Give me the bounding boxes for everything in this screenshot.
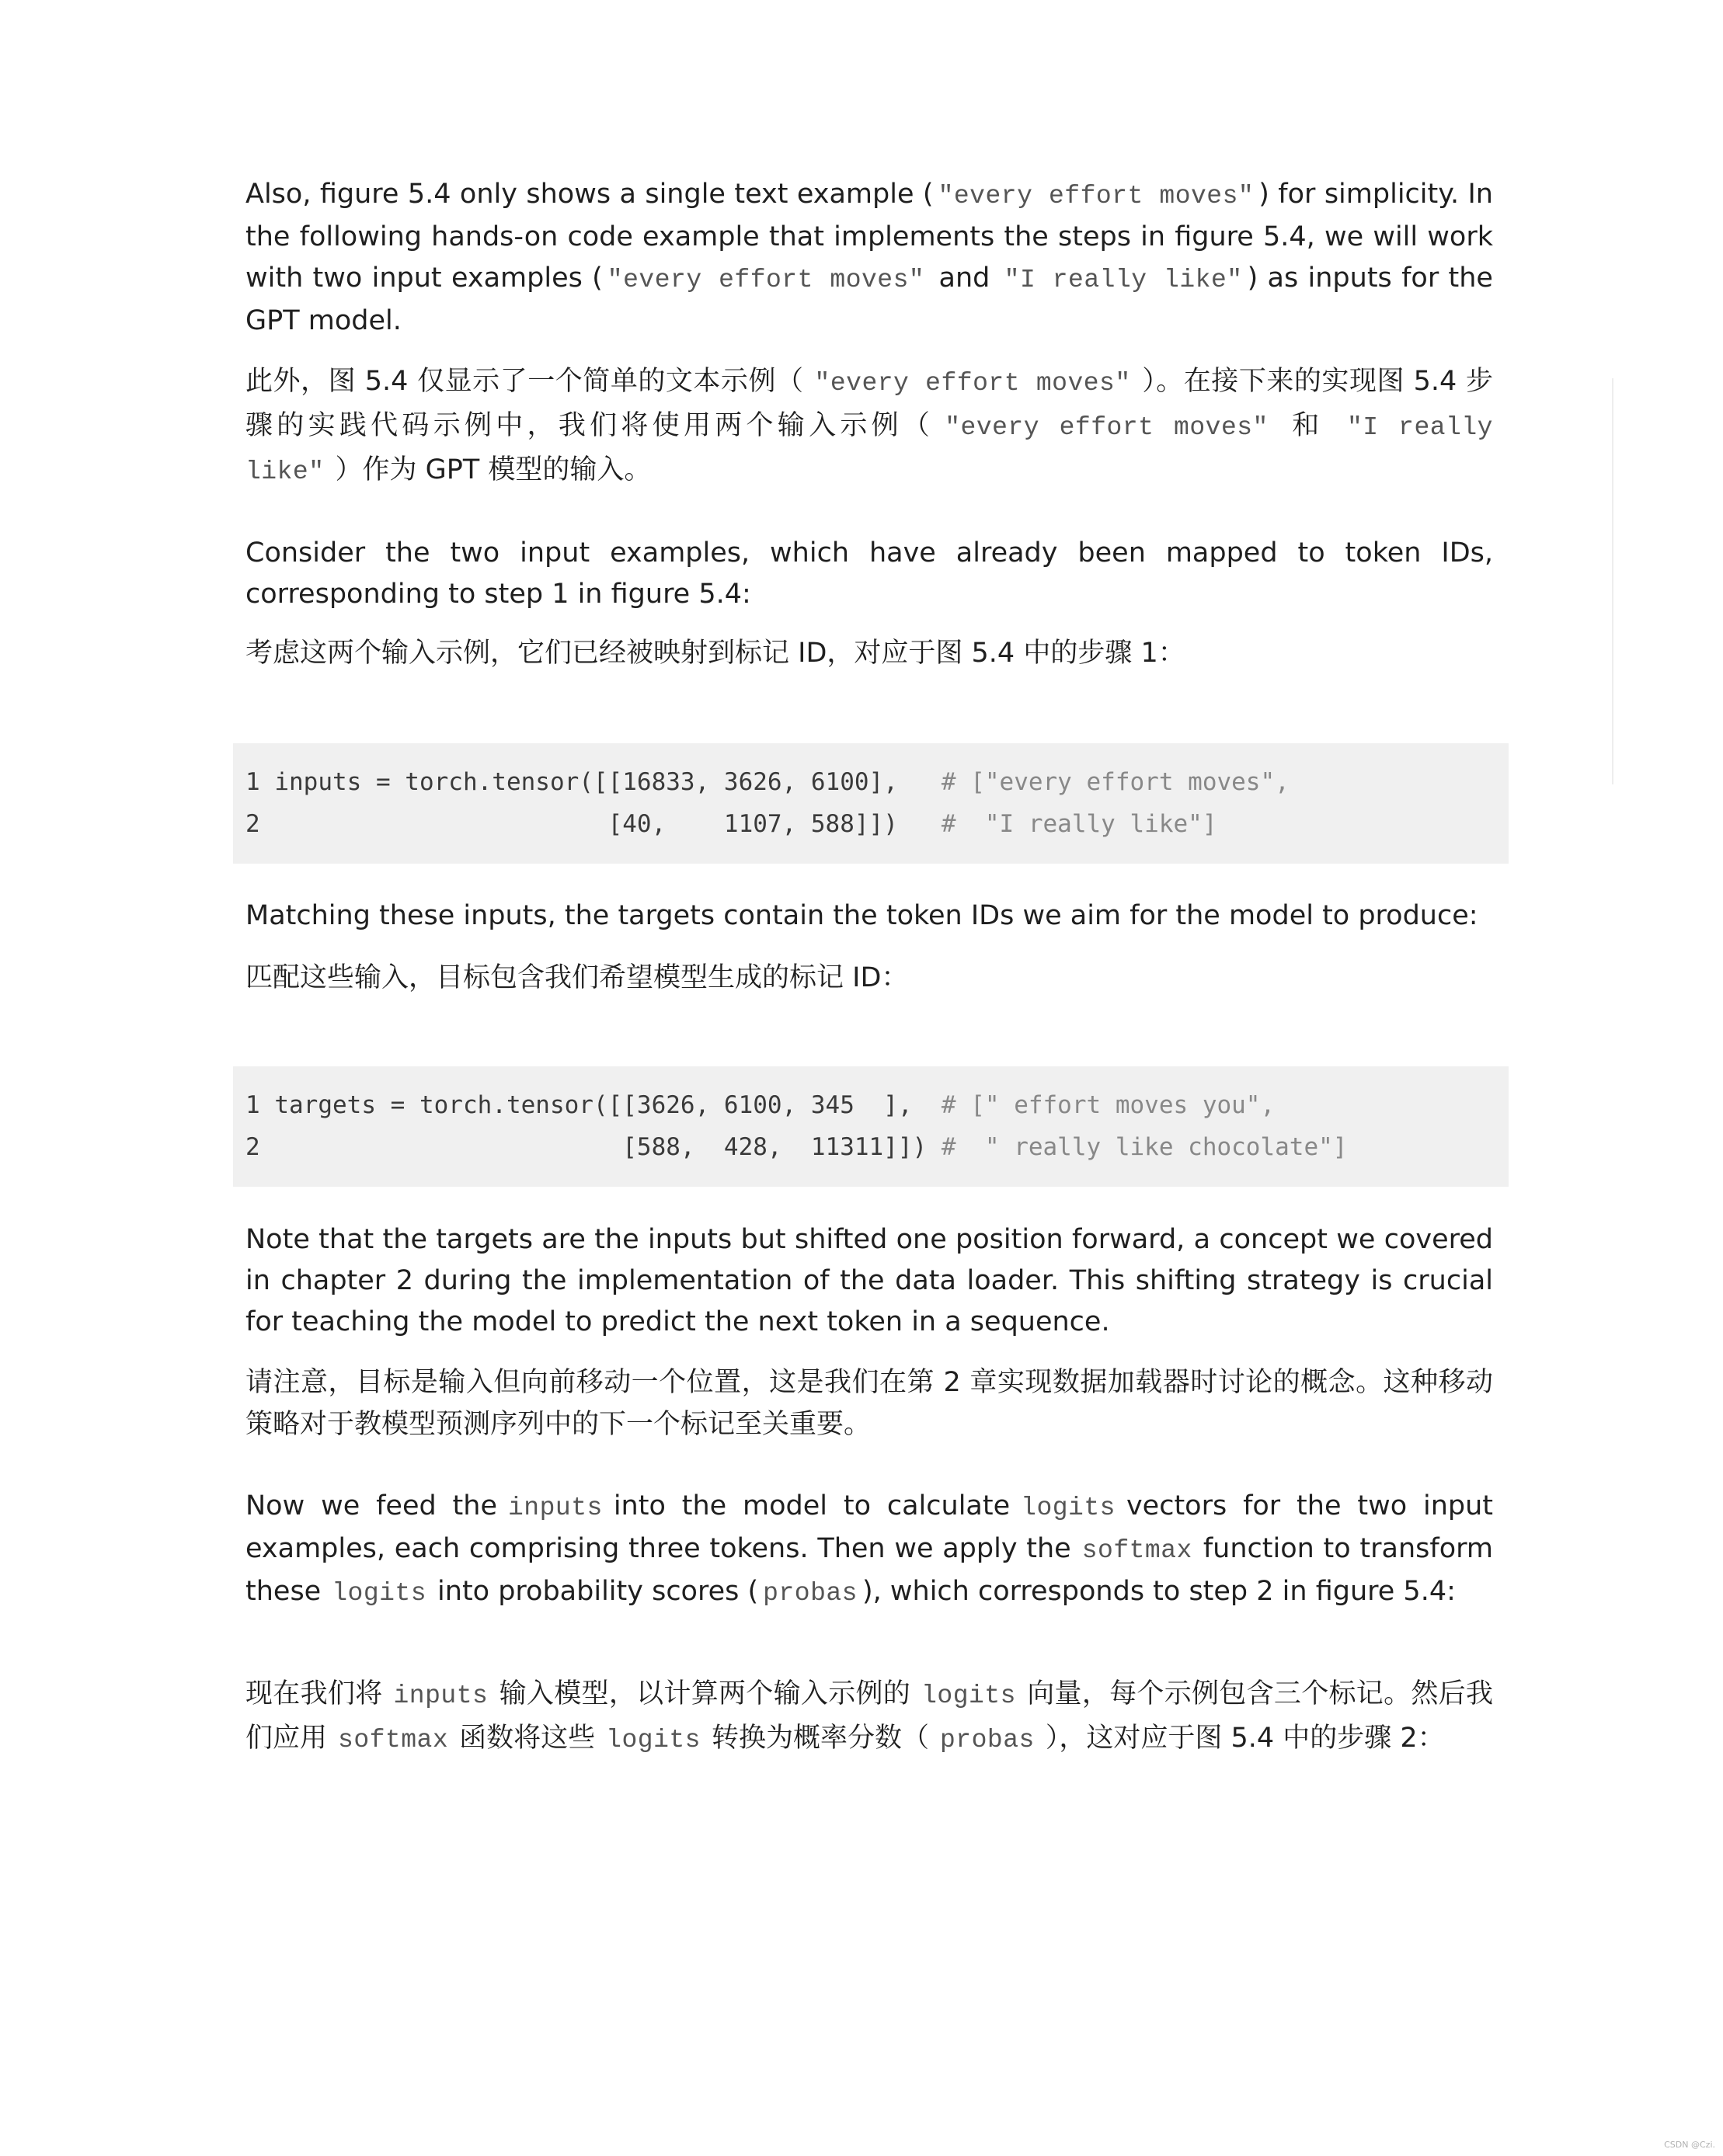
text: 输入模型，以计算两个输入示例的 — [499, 1678, 911, 1709]
inline-code: logits — [1021, 1494, 1116, 1522]
text: ）作为 GPT 模型的输入。 — [335, 454, 652, 485]
watermark: CSDN @Czi. — [1664, 2140, 1715, 2150]
text: into the model to calculate — [613, 1490, 1011, 1521]
inline-code: probas — [763, 1579, 858, 1608]
inline-code: "every effort moves" — [814, 369, 1131, 398]
paragraph-note: Note that the targets are the inputs but shifted one position forward, a concept we covered in chapter 2 during the implementation of the data loader. This shifting strategy is crucial for teaching the model to predict the next token in a sequence. — [245, 1224, 1493, 1337]
line-number: 2 — [245, 810, 260, 838]
code-line — [245, 803, 1509, 845]
inline-code: "every effort moves" — [945, 413, 1269, 442]
paragraph-note-zh: 请注意，目标是输入但向前移动一个位置，这是我们在第 2 章实现数据加载器时讨论的概念。这种移动策略对于教模型预测序列中的下一个标记至关重要。 — [245, 1367, 1493, 1440]
text: 转换为概率分数（ — [711, 1723, 929, 1754]
code-text: inputs = torch.tensor([[16833, 3626, 6100], — [259, 768, 942, 796]
inline-code: softmax — [1081, 1536, 1192, 1565]
code-block-targets — [233, 1066, 1509, 1187]
paragraph-intro — [245, 174, 1493, 342]
paragraph-feed-zh — [245, 1673, 1493, 1761]
inline-code: "I really like" — [245, 413, 1493, 486]
text: 向量，每个示例包含三个标记。然后我们应用 — [245, 1678, 1493, 1754]
code-comment: # " really like chocolate"] — [941, 1133, 1348, 1161]
inline-code: softmax — [338, 1726, 449, 1754]
text: 函数将这些 — [459, 1723, 596, 1754]
text: 此外，图 5.4 仅显示了一个简单的文本示例（ — [245, 366, 804, 397]
text: function to transform these — [245, 1533, 1493, 1607]
inline-code: inputs — [393, 1681, 489, 1710]
inline-code: "every effort moves" — [938, 182, 1255, 210]
inline-code: "I really like" — [1004, 266, 1243, 294]
inline-code: logits — [921, 1681, 1016, 1710]
text: ）。在接下来的实现图 5.4 步骤的实践代码示例中，我们将使用两个输入示例（ — [245, 366, 1493, 441]
line-number: 1 — [245, 768, 260, 796]
code-comment: # ["every effort moves", — [941, 768, 1290, 796]
code-block-inputs — [233, 743, 1509, 864]
code-comment: # "I really like"] — [941, 810, 1217, 838]
text: 和 — [1279, 410, 1336, 441]
inline-code: inputs — [508, 1494, 603, 1522]
line-number: 2 — [245, 1133, 260, 1161]
code-line — [245, 761, 1509, 803]
paragraph-intro-zh — [245, 360, 1493, 493]
code-text: targets = torch.tensor([[3626, 6100, 345 ], — [259, 1091, 942, 1119]
paragraph-consider: Consider the two input examples, which have already been mapped to token IDs, corresponding to step 1 in figure 5.4: — [245, 537, 1493, 610]
text: ), which corresponds to step 2 in figure 5.4: — [862, 1576, 1456, 1607]
paragraph-feed — [245, 1486, 1493, 1614]
inline-code: "every effort moves" — [607, 266, 925, 294]
text: 现在我们将 — [245, 1678, 383, 1709]
paragraph-consider-zh: 考虑这两个输入示例，它们已经被映射到标记 ID，对应于图 5.4 中的步骤 1： — [245, 638, 1185, 669]
inline-code: logits — [606, 1726, 701, 1754]
text: and — [929, 263, 1000, 294]
code-line — [245, 1126, 1509, 1168]
code-text: [588, 428, 11311]]) — [259, 1133, 942, 1161]
line-number: 1 — [245, 1091, 260, 1119]
text: ），这对应于图 5.4 中的步骤 2： — [1045, 1723, 1445, 1754]
text: ) as inputs for the GPT model. — [245, 263, 1493, 336]
code-line — [245, 1084, 1509, 1126]
side-divider — [1612, 378, 1613, 784]
text: ) for simplicity. In the following hands-on code example that implements the steps in figure 5.4, we will work with two input examples ( — [245, 179, 1493, 294]
code-comment: # [" effort moves you", — [941, 1091, 1276, 1119]
paragraph-matching-zh: 匹配这些输入，目标包含我们希望模型生成的标记 ID： — [245, 962, 909, 993]
code-text: [40, 1107, 588]]) — [259, 810, 942, 838]
paragraph-matching: Matching these inputs, the targets contain the token IDs we aim for the model to produce: — [245, 900, 1478, 931]
inline-code: logits — [332, 1579, 427, 1608]
text: Now we feed the — [245, 1490, 497, 1521]
text: vectors for the two input examples, each comprising three tokens. Then we apply the — [245, 1490, 1494, 1564]
text: Also, figure 5.4 only shows a single text example ( — [245, 179, 934, 210]
text: into probability scores ( — [437, 1576, 759, 1607]
inline-code: probas — [940, 1726, 1035, 1754]
